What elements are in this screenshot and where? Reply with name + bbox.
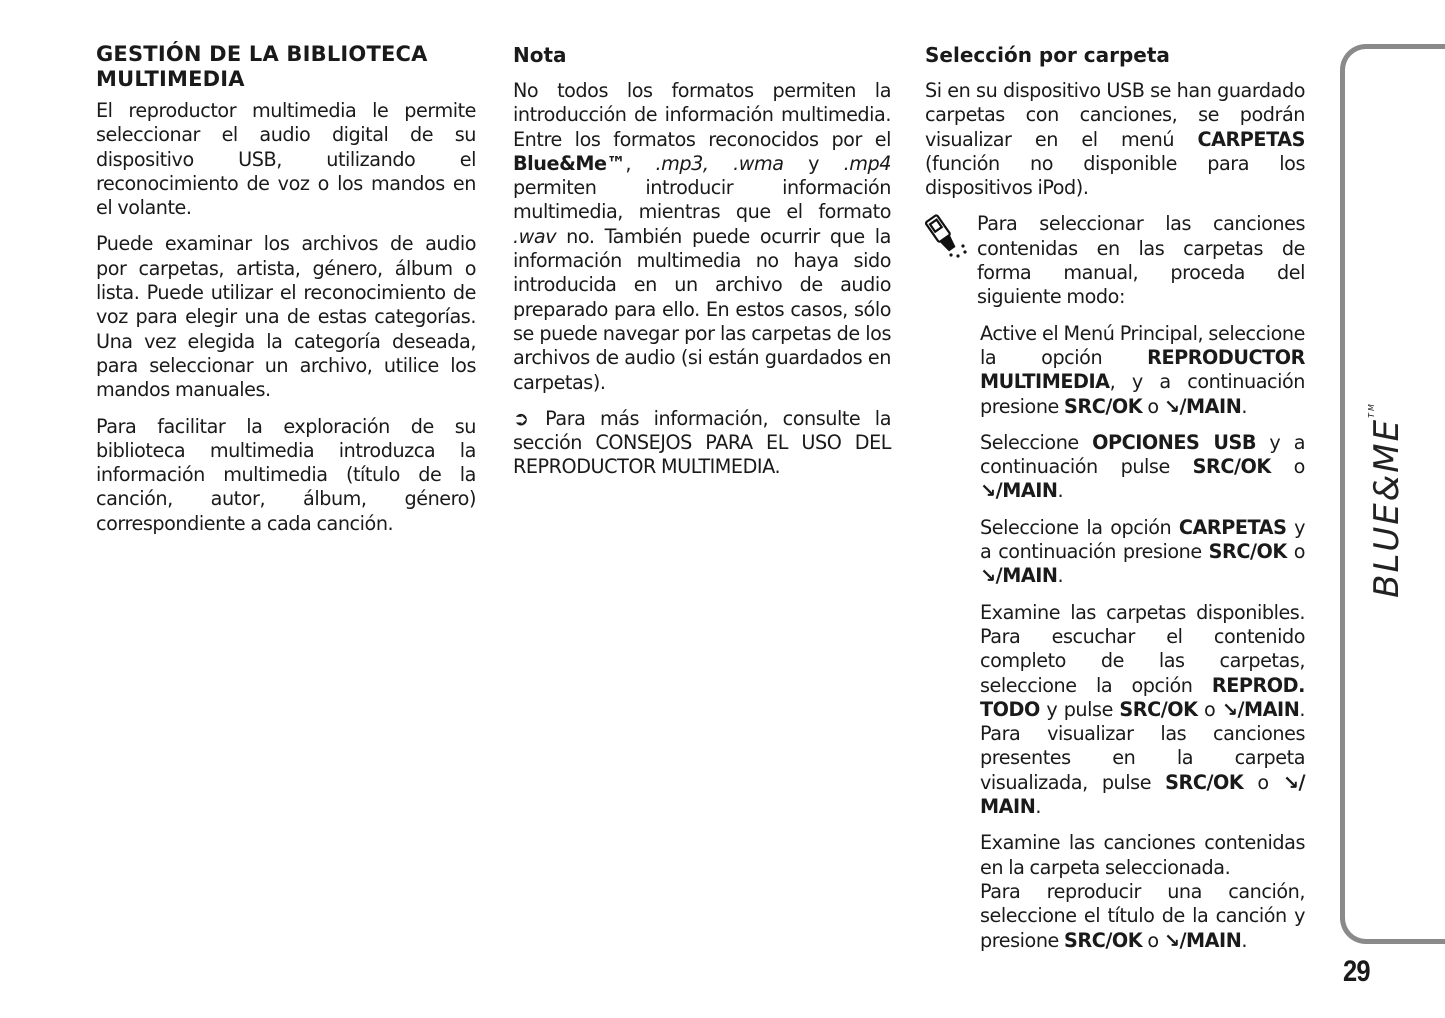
- text: ,: [625, 151, 656, 175]
- text: Seleccione la opción: [980, 515, 1179, 539]
- format-mp4: .mp4: [843, 151, 891, 175]
- tip-text: Para seleccionar las canciones contenidas en las carpetas de forma manual, proceda del siguiente modo:: [977, 212, 1305, 309]
- option-name: REPRODUCTOR MULTIMEDIA: [980, 345, 1305, 394]
- text: Si en su dispositivo USB se han guardado carpetas con canciones, se podrán visualizar en el menú: [925, 79, 1305, 151]
- button-name: MAIN: [1186, 394, 1242, 418]
- step-item: [980, 601, 1305, 820]
- brand-text: BLUE&ME: [1367, 417, 1407, 598]
- step-item: [980, 831, 1305, 880]
- text: no. También puede ocurrir que la información multimedia no haya sido introducida en un archivo de audio preparado para ello. En estos casos, sólo se puede navegar por las carpetas de los archivos de audio (si están guardados en carpetas).: [513, 224, 891, 394]
- text: .: [1241, 394, 1247, 418]
- trademark: TM: [1367, 402, 1376, 418]
- text: . Para visualizar las canciones presentes en la carpeta visualizada, pulse: [980, 697, 1306, 794]
- phone-icon: ↘/: [1163, 394, 1186, 418]
- button-name: MAIN: [980, 795, 1036, 819]
- text: (función no disponible para los dispositivos iPod).: [925, 151, 1305, 200]
- column-middle: [513, 42, 891, 492]
- text: Active el Menú Principal, seleccione la opción: [980, 321, 1305, 369]
- reference-text: Para más información, consulte la sección CONSEJOS PARA EL USO DEL REPRODUCTOR MULTIMEDIA.: [513, 406, 891, 479]
- steps-list: [925, 322, 1305, 953]
- text: .: [1057, 479, 1064, 503]
- column-right: [925, 42, 1305, 965]
- button-name: MAIN: [1186, 928, 1242, 952]
- button-name: SRC/OK: [1208, 540, 1287, 564]
- paragraph: El reproductor multimedia le permite seleccionar el audio digital de su dispositivo USB, utilizando el reconocimiento de voz o los mandos en el volante.: [96, 99, 476, 220]
- text: o: [1142, 394, 1164, 418]
- phone-icon: ↘/: [1163, 928, 1186, 952]
- button-name: SRC/OK: [1064, 394, 1143, 418]
- button-name: MAIN: [1002, 564, 1058, 588]
- option-name: REPROD. TODO: [980, 673, 1305, 721]
- page-number: 29: [1343, 955, 1370, 988]
- phone-icon: ↘/: [1282, 770, 1305, 794]
- step-item: [980, 880, 1305, 953]
- text: No todos los formatos permiten la introducción de información multimedia. Entre los formatos reconocidos por el: [513, 79, 891, 151]
- brand-name: Blue&Me™: [513, 151, 626, 175]
- step-item: [980, 322, 1305, 419]
- subsection-heading: Selección por carpeta: [925, 43, 1170, 67]
- phone-icon: ↘/: [980, 479, 1003, 503]
- text: y a continuación pulse: [980, 430, 1305, 479]
- text: y a continuación presione: [980, 515, 1305, 564]
- cross-reference: [513, 407, 891, 480]
- section-heading: GESTIÓN DE LA BIBLIOTECA MULTIMEDIA: [96, 42, 428, 91]
- step-item: [980, 431, 1305, 504]
- button-name: SRC/OK: [1119, 697, 1198, 721]
- brand-logo: [1367, 402, 1407, 598]
- pencil-note-icon: [925, 212, 971, 262]
- button-name: MAIN: [1002, 479, 1058, 503]
- phone-icon: ↘/: [1221, 697, 1245, 721]
- step-item: [980, 516, 1305, 589]
- paragraph: [925, 79, 1305, 200]
- button-name: SRC/OK: [1165, 770, 1244, 794]
- tip-note: [925, 212, 1305, 309]
- button-name: SRC/OK: [1192, 455, 1271, 479]
- note-paragraph: [513, 79, 891, 395]
- text: y pulse: [1039, 697, 1120, 721]
- paragraph: Para facilitar la exploración de su biblioteca multimedia introduzca la información multimedia (título de la canción, autor, álbum, género) correspondiente a cada canción.: [96, 414, 476, 535]
- text: .: [1241, 928, 1247, 952]
- text: o: [1286, 540, 1305, 564]
- phone-icon: ↘/: [980, 564, 1003, 588]
- button-name: SRC/OK: [1064, 928, 1143, 952]
- text: Seleccione: [980, 430, 1093, 454]
- format-list: .mp3, .wma: [655, 151, 784, 175]
- menu-name: CARPETAS: [1197, 127, 1305, 151]
- column-left: [96, 42, 476, 548]
- text: permiten introducir información multimedia, mientras que el formato: [513, 176, 891, 224]
- note-heading: Nota: [513, 43, 567, 67]
- text: o: [1142, 928, 1164, 952]
- text: Examine las carpetas disponibles. Para escuchar el contenido completo de las carpetas, seleccione la opción: [980, 600, 1305, 697]
- text: .: [1057, 564, 1064, 588]
- text: Examine las canciones contenidas en la carpeta seleccionada.: [980, 831, 1305, 879]
- option-name: CARPETAS: [1178, 515, 1287, 539]
- format-wav: .wav: [513, 224, 557, 248]
- text: o: [1270, 455, 1305, 479]
- text: , y a continuación presione: [980, 370, 1305, 418]
- button-name: MAIN: [1244, 697, 1300, 721]
- text: o: [1197, 697, 1222, 721]
- text: o: [1243, 770, 1283, 794]
- text: .: [1035, 795, 1041, 819]
- paragraph: Puede examinar los archivos de audio por carpetas, artista, género, álbum o lista. Puede utilizar el reconocimiento de voz para elegir una de estas categorías. Una vez elegida la categoría deseada, para seleccionar un archivo, utilice los mandos manuales.: [96, 232, 476, 402]
- text: Para reproducir una canción, seleccione el título de la canción y presione: [980, 879, 1305, 952]
- arrow-right-icon: ➲: [513, 406, 529, 430]
- text: y: [783, 151, 844, 175]
- option-name: OPCIONES USB: [1092, 430, 1257, 454]
